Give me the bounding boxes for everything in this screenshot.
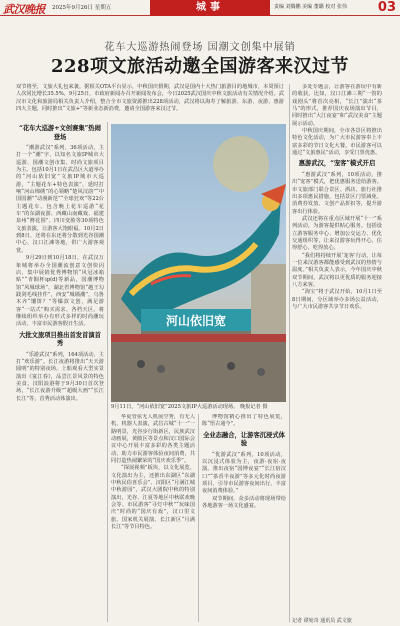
dragon-float-illustration (111, 124, 286, 402)
column-divider (289, 84, 290, 622)
paragraph: “我们将持续开展‘宠客’行动，让每一位来汉游客都能感受到武汉的热情与温度。”相关负责人表示，今年国庆中秋双节期间，武汉将以更优质的服务迎接八方来客。 (292, 252, 382, 289)
column-2 (111, 414, 195, 622)
paragraph: 博物馆精心推出了特色展览，陈“悟古通今”。 (202, 414, 286, 428)
paragraph: “优游武汉”系列，10项活动，以沉浸式体验为主，夜游·夜宿·夜演。推出夜宿“国博夜宴”“长江宿汉口”“茶香半夜游”等多元化时尚夜游项目，引导市民游客夜间出行，丰富夜间消费体验。” (202, 451, 286, 495)
paragraph: “惠游武汉”系列，10项活动，推出“宠客”模式，把优惠服务送给游客。市文旅部门联合景区、酒店、旅行社推出多项惠民措施，包括景区门票减免、消费券发放、文创产品折扣等，提升游客出行体验。 (292, 171, 382, 215)
paragraph: 双节期间，众多活动将现场带给各地游客一场文化盛宴。 (202, 495, 286, 510)
paragraph: “潮游武汉”系列，36项活动，主打一个“潮”字，以知名文旅IP城市大巡游、国潮文创市集、时尚文旅项目为主。包括10月1日在武昌区大道举办的“河山依旧宽”文旅IP城市大巡游，“主题花车+特色表演”，延时打响“河山锦绣”的心领略“楚风汉韵”“中国国潮”“动漫新范”“全球狂欢”等22台主题花车。包含晚上花车巡游“花车”的东湖夜游、西藏山南藏戏、福建泉州“簪花围”、四川变脸等30项特色文旅表演，让游客大饱眼福。10月2日到8日，还将在东还将分散到光谷国潮中心、汉口江滩等地，供广大游客观赏。 (16, 145, 104, 254)
column-divider (107, 122, 108, 622)
photo-caption: 9月11日，“河山依旧宽”2025文旅IP大巡游活动现场。 晚报记者 摄 (111, 404, 268, 410)
paragraph: “乐游武汉”系列，164项活动，主打“欢乐游”。长江夜游将推出“天天游圆明”的特别夜场。上船观看大型实景演出《宴江春》，品尝江景风景的特色美食。汉阳浪港将于9月30日首次登场，“长江夜游升级”“超级大画”“长江长江”等，首秀活动体演出。 (16, 351, 104, 402)
newspaper-logo: 武汉晚报 (3, 3, 45, 16)
column-divider (198, 414, 199, 622)
article-lede: 双节将至，文旅大礼包来袭。据相关OTA平台显示，中秋国庆假期，武汉是国内十大热门旅游目的地城市，本周预订人次同比增长35.5%。9月25日，市政府新闻办召开新闻发布会，今日2025武汉国庆中秋文旅活动有关情况介绍。武汉市文化和旅游局相关负责人介绍，整合全市文旅资源推出228项活动，武汉将以海寿了解旅游、东游、夜游、惠游四大主题，同时推出“文旅+”等新业态新消费，邀请全国游客来汉过节。 (16, 84, 284, 113)
paragraph: “探展视频”板块，以文化展览、文化演出为主，还推出东湖区“东湖中秋民俗喜乐会”、汉阳区“月满江城中秋游园”，武汉大剧院中秋的特别演出，光谷、江夏等地区中秋联欢晚会等。市民游客“寻灯中秋”“玩味国庆”时尚的“国庆有戏”，汉口里文旅、国家机关展演、长江新区“月满长江”等节目特色。 (111, 465, 195, 531)
paragraph: 华夏管弦无人机展空秀，有无人机、机器人表演，武昌古城“十一”一路明景，光谷步行街新区，民族武汉动画展，黄陂区等景点和汉口国际会议中心开展丰富多彩的各类主题活动，助力市民游客体验夜间消费，共同打造热闹繁荣的“国庆欢乐季”。 (111, 414, 195, 465)
section-heading: 大批文旅项目推出首发首演首秀 (19, 331, 101, 348)
dateline: 2025年9月26日 星期五 (52, 5, 112, 11)
editors-credit: 责编 刘腾鹏 美编 董璐 校对 张伟 (274, 4, 347, 10)
paragraph: 9月29日到10月18日，在武汉万象城将举办全国潮流创意文创快闪店，集中展销优秀博物馆“风冠冰箱贴”“青铜杯ip(d)等新品，国潮博物馆“风城球场”，湖北省博物馆“越王勾践剑毛线挂件”，西安“城墙潮”，乌鲁木齐“馕饼？”等爆款文创，满足游客“一站式”购买需求。各档天区，将继续组织举办有形式多样的时尚潮玩活动，丰富市民游客假日生活。 (16, 255, 104, 328)
news-photo-dragon-float (111, 124, 286, 402)
section-heading: 全业态融合，让游客沉浸式体验 (203, 431, 285, 448)
paragraph: 武汉还将在重点区域开展“十一”系列活动，为游客提供贴心服务。包括设立游客服务中心、增加公交运力、优化交通组织等，让来汉游客玩得开心、住得舒心、吃得放心。 (292, 216, 382, 252)
section-heading: 惠游武汉，“宠客”模式开启 (298, 160, 376, 168)
reporter-credit: 记者 谭宛奇 通讯员 武文旅 (292, 618, 352, 624)
paragraph: 多处专题会，让游客在游玩中有新的收获。比如，汉口江滩三期“一馆的戏剧头”将首次亮相，“长江”演出“茶马”的形式，推荐国庆夜场演出节目，同时推出“大江夜宴”和“武汉美食”主题展示活动。 (292, 84, 382, 127)
column-4 (292, 84, 382, 616)
article-headline: 228项文旅活动邀全国游客来汉过节 (50, 56, 350, 77)
page-number: 03 (377, 0, 396, 15)
paragraph: “海宝”将于武汉开始，10月1日至8日期间，分区域举办多场公益活动，与广大市民游客共享节日欢乐。 (292, 289, 382, 311)
paragraph: 中秋国庆期间，全市各景区将推出特色文化活动，为广大市民游客奉上丰富多彩的节日文化大餐。市民游客可以通过“文旅惠民”活动，享受门票优惠。 (292, 128, 382, 157)
column-3 (202, 414, 286, 622)
masthead (0, 0, 400, 16)
section-banner: 城事 (150, 0, 270, 16)
svg-text:河山依旧宽: 河山依旧宽 (165, 314, 227, 328)
column-1 (16, 122, 104, 622)
section-heading: “花车大巡游+文创赛集”热闹登场 (19, 125, 101, 141)
article-subhead: 花车大巡游热闹登场 国潮文创集中展销 (104, 42, 296, 53)
